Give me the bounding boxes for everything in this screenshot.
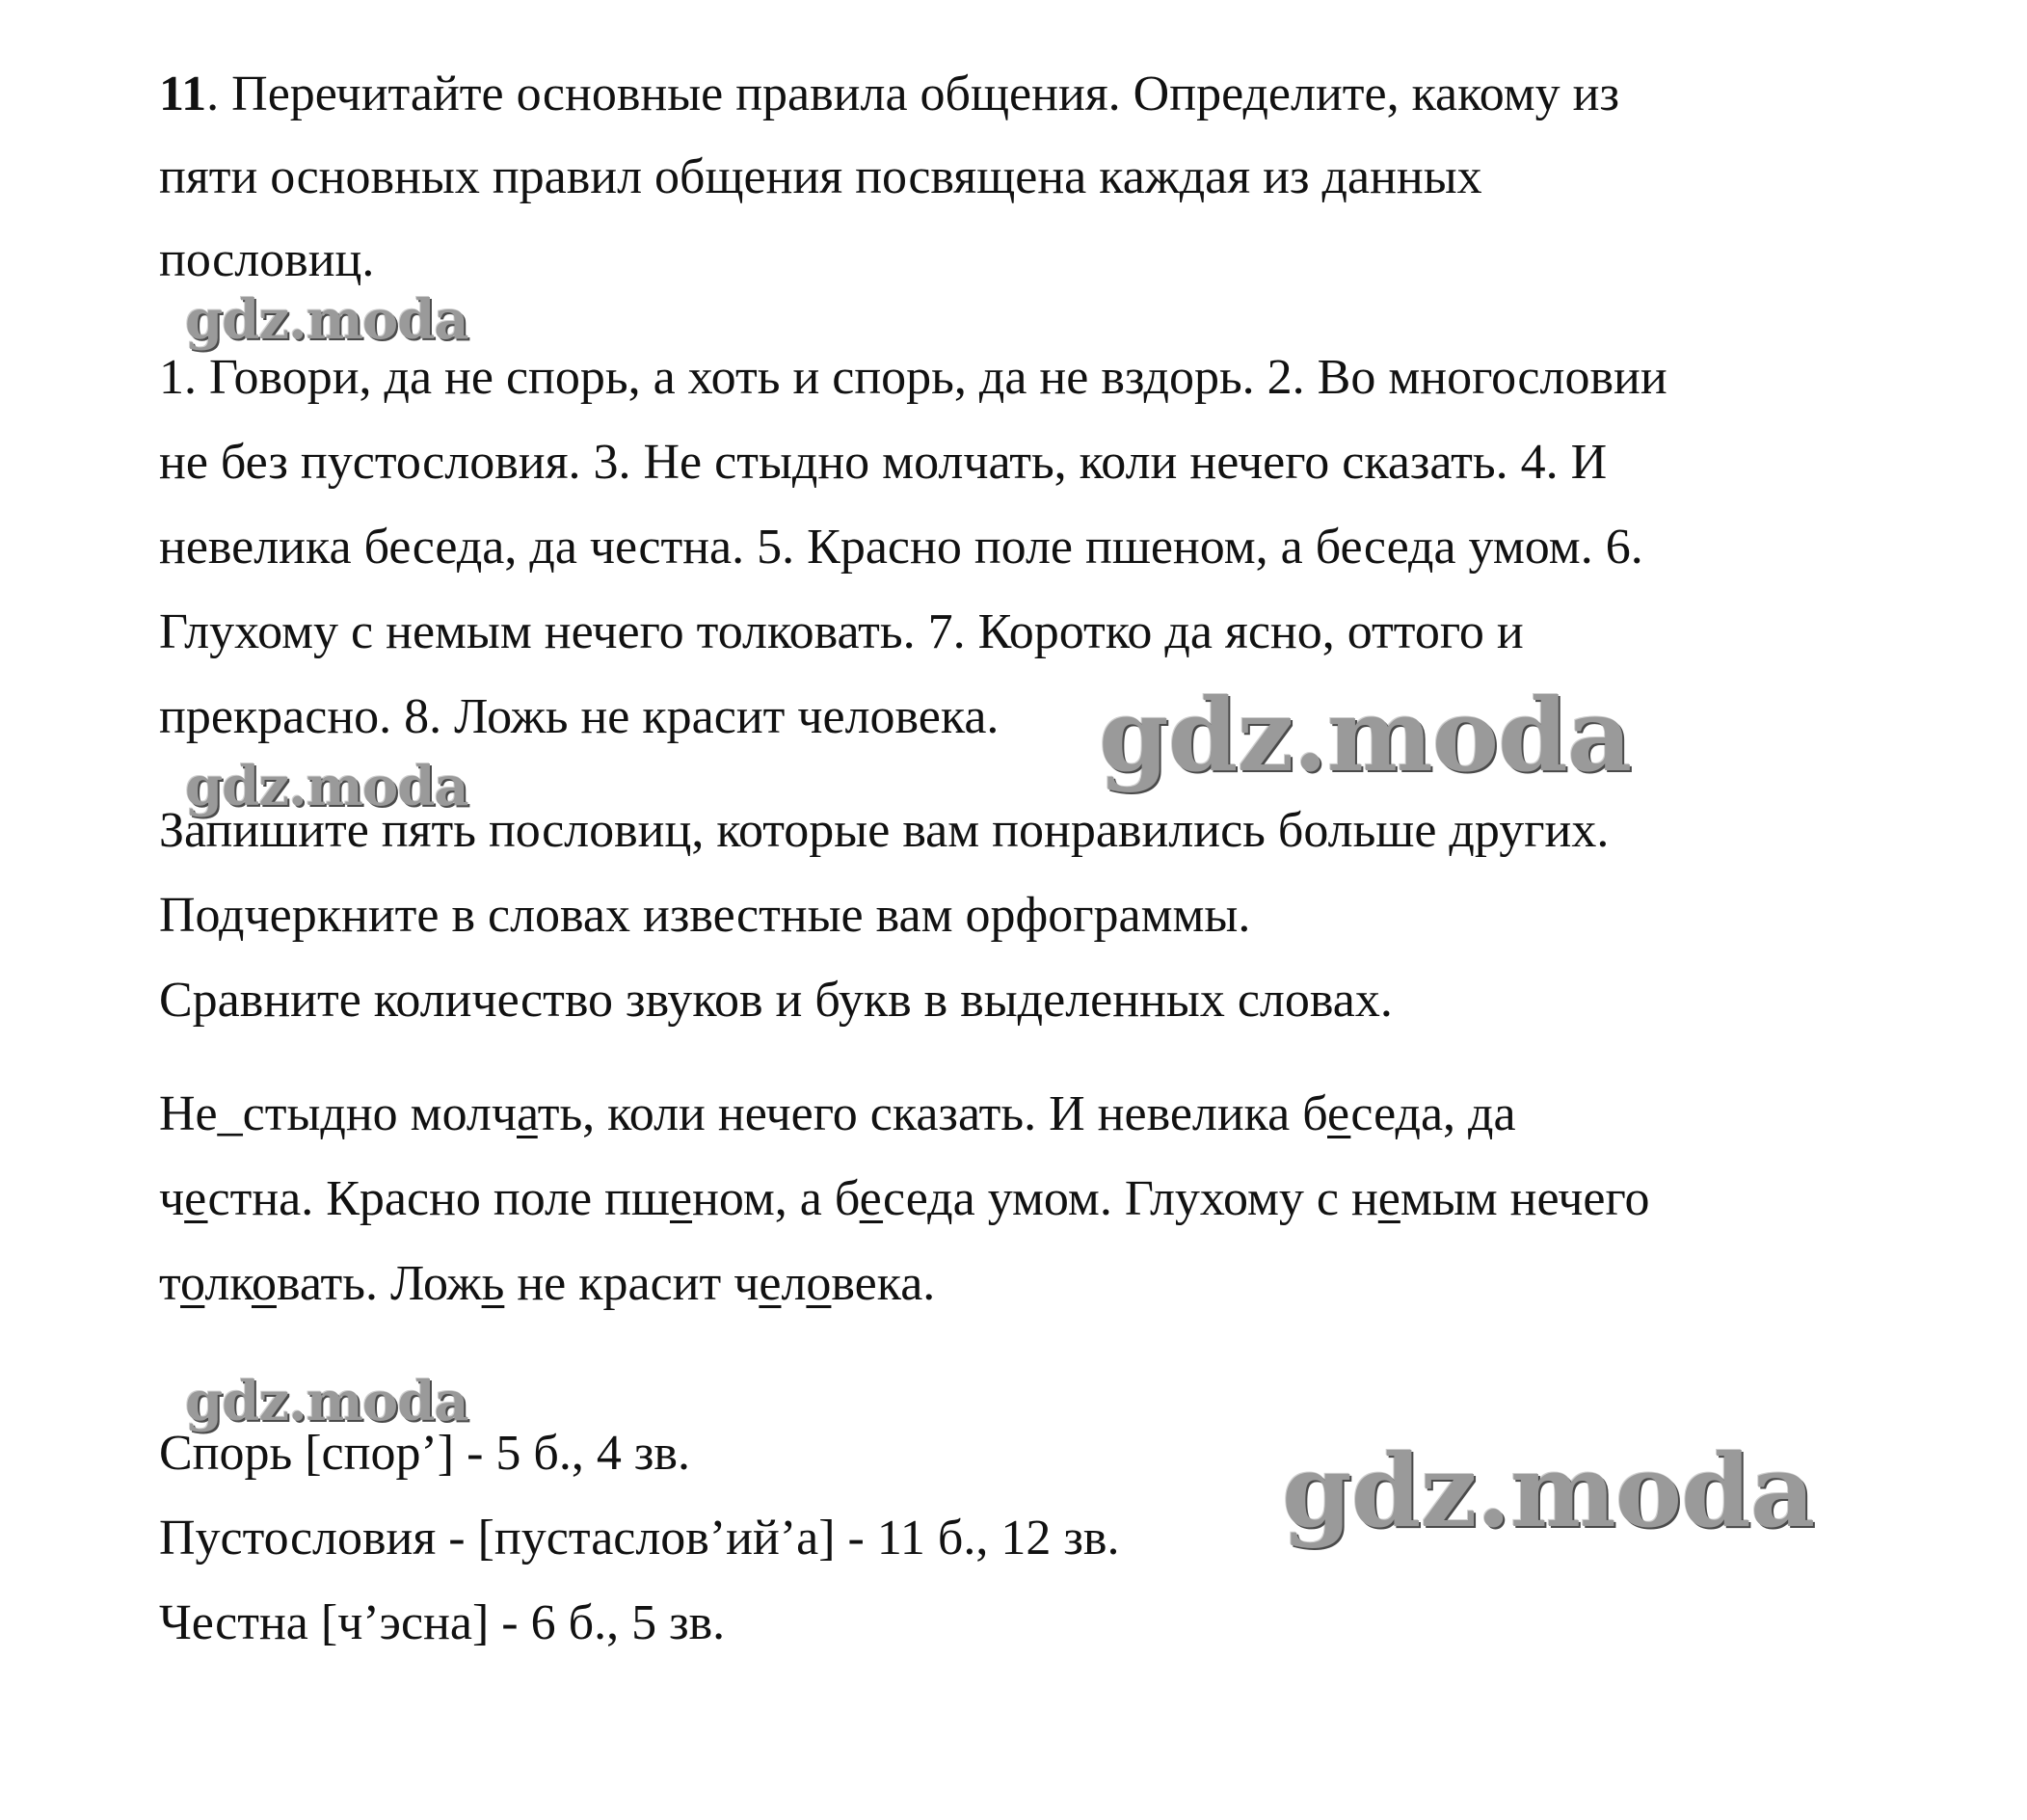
instructions-line-1: Запишите пять пословиц, которые вам понравились больше других. [159, 803, 1610, 858]
watermark-logo: gdz.moda [185, 288, 468, 352]
underlined-orthogram: а [517, 1086, 538, 1141]
instructions-line-3: Сравните количество звуков и букв в выделенных словах. [159, 973, 1393, 1028]
answer-underscore: _ [217, 1086, 243, 1141]
watermark-logo: gdz.moda [185, 1370, 468, 1433]
watermark-logo: gdz.moda [185, 755, 468, 818]
answer-line-1 [159, 1085, 1516, 1143]
answer-text: века. [831, 1256, 936, 1311]
instructions-line-2: Подчеркните в словах известные вам орфограммы. [159, 888, 1251, 943]
task-intro-text-1: . Перечитайте основные правила общения. Определите, какому из [206, 67, 1620, 121]
underlined-orthogram: е [859, 1171, 884, 1226]
underlined-orthogram: е [759, 1256, 782, 1311]
answer-text: Не [159, 1086, 218, 1141]
answer-text: стна. Красно поле пш [207, 1171, 670, 1226]
analysis-line-3: Честна [ч’эсна] - 6 б., 5 зв. [159, 1595, 726, 1650]
underlined-orthogram: е [1377, 1171, 1400, 1226]
underlined-orthogram: о [806, 1256, 832, 1311]
answer-text: стыдно молч [242, 1086, 517, 1141]
proverbs-line-1: 1. Говори, да не спорь, а хоть и спорь, да не вздорь. 2. Во многословии [159, 350, 1667, 405]
answer-text: седа умом. Глухому с н [883, 1171, 1378, 1226]
answer-text: л [781, 1256, 807, 1311]
underlined-orthogram: ь [481, 1256, 505, 1311]
analysis-line-2: Пустословия - [пустаслов’ий’а] - 11 б., 12 зв. [159, 1511, 1120, 1566]
task-number: 11 [159, 67, 207, 121]
answer-text: ч [159, 1171, 185, 1226]
answer-text: ном, а б [692, 1171, 860, 1226]
task-intro-line-3: пословиц. [159, 232, 375, 287]
task-intro-line-1 [159, 66, 1619, 123]
answer-text: лк [204, 1256, 252, 1311]
proverbs-line-3: невелика беседа, да честна. 5. Красно поле пшеном, а беседа умом. 6. [159, 520, 1643, 575]
answer-text: мым нечего [1400, 1171, 1650, 1226]
watermark-logo-large: gdz.moda [1099, 676, 1632, 794]
underlined-orthogram: о [251, 1256, 277, 1311]
answer-line-2 [159, 1170, 1650, 1228]
proverbs-line-4: Глухому с немым нечего толковать. 7. Коротко да ясно, оттого и [159, 604, 1524, 659]
analysis-line-1: Спорь [спор’] - 5 б., 4 зв. [159, 1426, 690, 1481]
underlined-orthogram: е [1327, 1086, 1351, 1141]
answer-text: седа, да [1350, 1086, 1516, 1141]
watermark-logo-large: gdz.moda [1282, 1432, 1815, 1550]
underlined-orthogram: е [184, 1171, 208, 1226]
answer-text: вать. Лож [276, 1256, 482, 1311]
answer-text: ть, коли нечего сказать. И невелика б [537, 1086, 1328, 1141]
answer-line-3 [159, 1255, 935, 1313]
underlined-orthogram: о [180, 1256, 205, 1311]
task-intro-line-2: пяти основных правил общения посвящена каждая из данных [159, 149, 1482, 204]
underlined-orthogram: е [669, 1171, 693, 1226]
proverbs-line-5: прекрасно. 8. Ложь не красит человека. [159, 689, 1000, 744]
answer-text: не красит ч [504, 1256, 760, 1311]
answer-text: т [159, 1256, 181, 1311]
proverbs-line-2: не без пустословия. 3. Не стыдно молчать, коли нечего сказать. 4. И [159, 435, 1608, 490]
